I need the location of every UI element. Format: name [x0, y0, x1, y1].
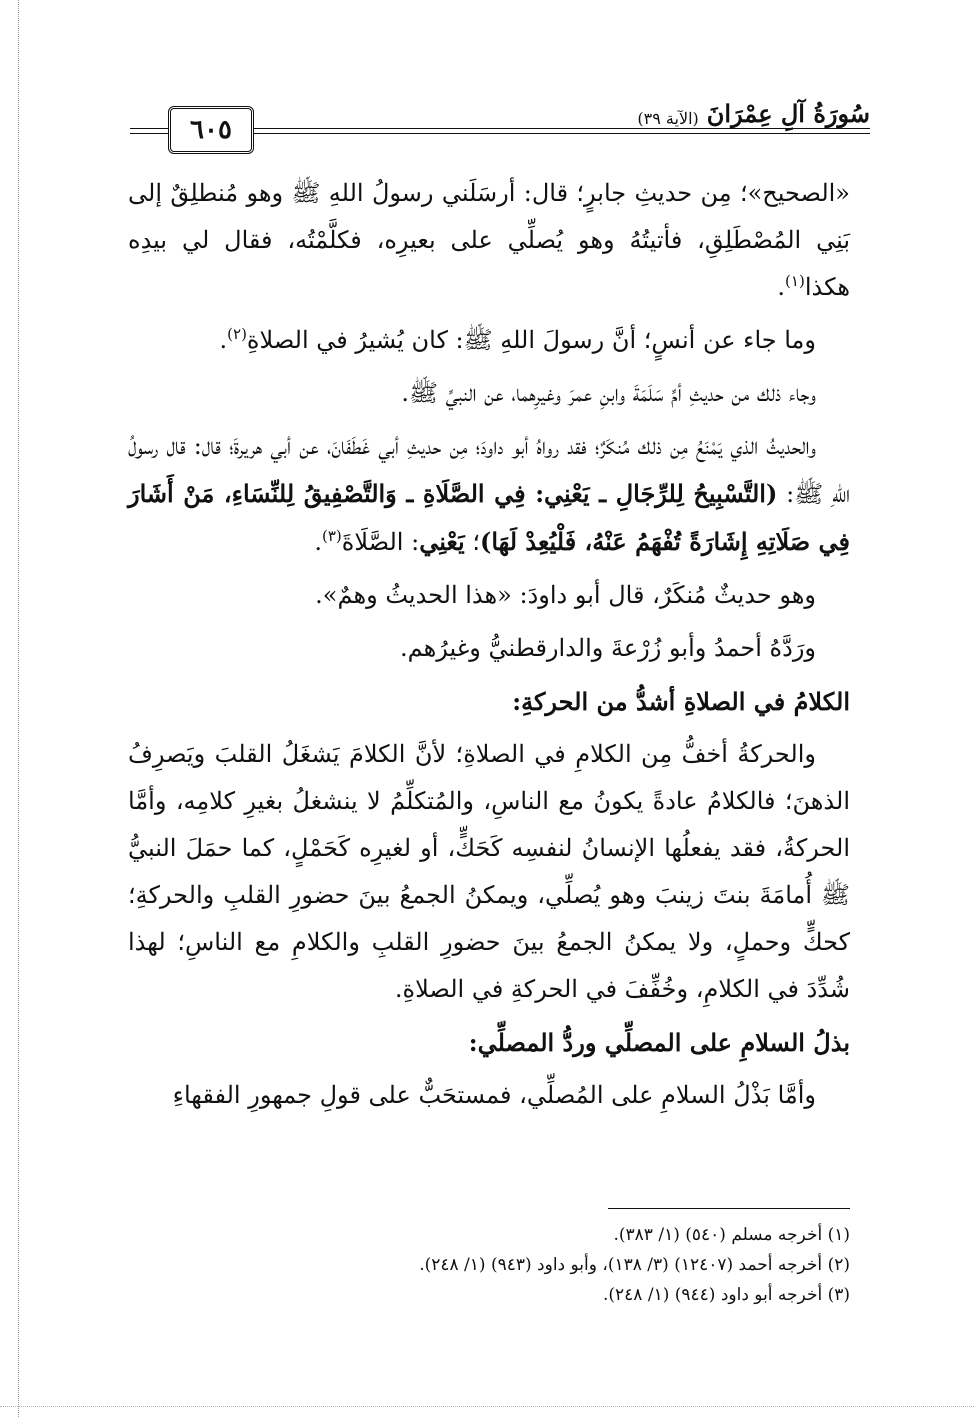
hadith-quote: (التَّسْبِيحُ لِلرِّجَالِ ـ يَعْنِي: فِي الصَّلَاةِ ـ وَالتَّصْفِيقُ لِلنِّسَاءِ، مَنْ أَشَارَ فِي صَلَاتِهِ إِشَارَةً تُفْهَمُ عَنْهُ، فَلْيُعِدْ لَهَا): [128, 479, 850, 556]
surah-name: سُورَةُ آلِ عِمْرَانَ: [706, 99, 870, 128]
running-head: [627, 100, 870, 128]
page-number: ٦٠٥: [190, 115, 232, 145]
footnote-ref-3: (٣): [322, 527, 342, 545]
footnote-ref-2: (٢): [227, 325, 247, 343]
paragraph-8: وأمَّا بَذْلُ السلامِ على المُصلِّي، فمستحَبٌّ على قولِ جمهورِ الفقهاءِ: [172, 1081, 816, 1109]
footnote-number: (١): [827, 1225, 850, 1245]
hadith-quote-2: يَعْنِي: [419, 527, 465, 556]
paragraph-1-line-3: هكذا: [804, 273, 850, 301]
paragraph-2-text: وما جاء عن أنسٍ؛ أنَّ رسولَ اللهِ ﷺ: كان يُشيرُ في الصلاةِ: [246, 326, 816, 354]
footnote-1: [128, 1220, 850, 1250]
paragraph-2: [128, 317, 850, 364]
footnote-text: أخرجه أحمد (١٢٤٠٧) (٣/ ١٣٨)، وأبو داود (٩٤٣) (١/ ٢٤٨).: [419, 1255, 823, 1275]
paragraph-6: ورَدَّهُ أحمدُ وأبو زُرْعةَ والدارقطنيُّ وغيرُهم.: [400, 634, 816, 662]
paragraph-4: [128, 423, 850, 566]
main-text: [128, 170, 850, 1125]
page-header: [130, 100, 870, 148]
paragraph-2-end: .: [219, 326, 228, 354]
paragraph-4-end: .: [314, 528, 322, 556]
paragraph-1-line-2: إلى بَنِي المُصْطَلِقِ، فأتيتُهُ وهو يُصلِّي على بعيرِه، فكلَّمْتُه، فقال لي بيدِه: [128, 179, 851, 254]
footnote-text: أخرجه مسلم (٥٤٠) (١/ ٣٨٣).: [613, 1225, 823, 1245]
footnote-number: (٢): [827, 1255, 850, 1275]
ayah-reference: (الآية ٣٩): [637, 109, 699, 128]
paragraph-1-line-1: «الصحيح»؛ مِن حديثِ جابرٍ؛ قال: أرسَلَني رسولُ اللهِ ﷺ وهو مُنطلِقٌ: [170, 179, 850, 207]
footnote-number: (٣): [827, 1285, 850, 1305]
footnote-2: [128, 1250, 850, 1280]
section-heading-1: الكلامُ في الصلاةِ أشدُّ من الحركةِ:: [512, 687, 850, 716]
section-heading-2: بذلُ السلامِ على المصلِّي وردُّ المصلِّي:: [468, 1028, 850, 1057]
paragraph-4-text-2: : الصَّلَاةَ: [341, 528, 420, 556]
paragraph-4-mid: ؛: [464, 528, 480, 556]
scan-edge-bottom: [0, 1406, 974, 1417]
footnote-separator: [608, 1208, 850, 1209]
footnote-text: أخرجه أبو داود (٩٤٤) (١/ ٢٤٨).: [602, 1285, 823, 1305]
footnote-3: [128, 1280, 850, 1310]
paragraph-1: [128, 170, 850, 311]
paragraph-3: وجاء ذلك من حديثِ أمِّ سَلَمَةَ وابنِ عمرَ وغيرِهما، عن النبيِّ ﷺ.: [401, 379, 816, 407]
scan-edge-left: [0, 0, 19, 1417]
paragraph-5: وهو حديثٌ مُنكَرٌ، قال أبو داودَ: «هذا الحديثُ وهمٌ».: [315, 581, 816, 609]
paragraph-4-text-1: والحديثُ الذي يَمْنَعُ مِن ذلك مُنكَرٌ؛ فقد رواهُ أبو داودَ؛ مِن حديثِ أبي غَطَفَانَ، عن أبي هريرةَ؛ قال: قال رسولُ اللهِ ﷺ:: [128, 432, 851, 508]
page-number-box: [168, 106, 254, 154]
paragraph-1-end: .: [777, 273, 786, 301]
footnotes: [128, 1220, 850, 1310]
paragraph-7: والحركةُ أخفُّ مِن الكلامِ في الصلاةِ؛ لأنَّ الكلامَ يَشغَلُ القلبَ ويَصرِفُ الذهنَ؛ فالكلامُ عادةً يكونُ مع الناسِ، والمُتكلِّمُ لا ينشغلُ بغيرِ كلامِه، وأمَّا الحركةُ، فقد يفعلُها الإنسانُ لنفسِه كَحَكٍّ، أو لغيرِه كَحَمْلٍ، كما حمَلَ النبيُّ ﷺ أُمامَةَ بنتَ زينبَ وهو يُصلِّي، ويمكنُ الجمعُ بينَ حضورِ القلبِ والحركةِ؛ كحكٍّ وحملٍ، ولا يمكنُ الجمعُ بينَ حضورِ القلبِ والكلامِ مع الناسِ؛ لهذا شُدِّدَ في الكلامِ، وخُفِّفَ في الحركةِ في الصلاةِ.: [128, 740, 851, 1003]
footnote-ref-1: (١): [785, 272, 805, 290]
